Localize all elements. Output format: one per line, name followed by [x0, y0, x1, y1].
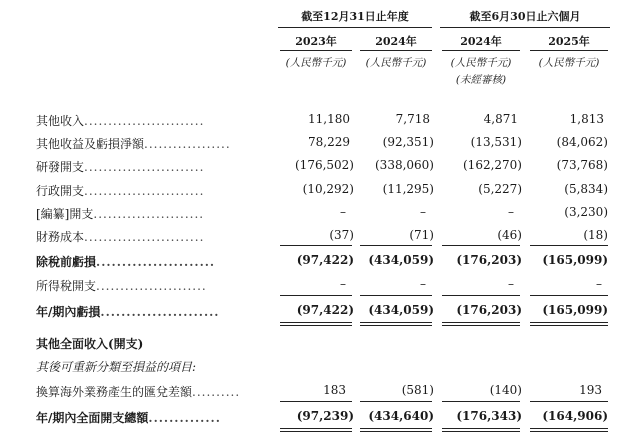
cell-loss-2024-h1: (176,203) [456, 303, 522, 317]
row-label-loss-before-tax: 除稅前虧損....................... [36, 255, 216, 269]
year-header-2025-h1: 2025年 [548, 35, 590, 48]
subtotal-rule-3 [442, 245, 520, 246]
row-label-redacted-expenses: [編纂]開支....................... [36, 207, 205, 221]
loss-rule-4 [530, 295, 608, 296]
cell-redacted-2025-h1: (3,230) [564, 205, 608, 219]
cell-finance-2025-h1: (18) [583, 228, 608, 242]
unit-header-1: (人民幣千元) [285, 57, 347, 69]
cell-other-income-2024: 7,718 [395, 112, 430, 126]
cell-other-gains-2024: (92,351) [382, 135, 434, 149]
cell-total-2024: (434,640) [368, 409, 434, 423]
row-label-finance-costs: 財務成本......................... [36, 230, 205, 244]
cell-rd-2024: (338,060) [375, 158, 434, 172]
unit-header-4: (人民幣千元) [538, 57, 600, 69]
cell-other-gains-2024-h1: (13,531) [470, 135, 522, 149]
row-label-rd-expenses: 研發開支......................... [36, 160, 205, 174]
total-rule-1 [280, 401, 352, 402]
total-double-rule-4b [530, 431, 608, 432]
cell-finance-2024-h1: (46) [497, 228, 522, 242]
loss-double-rule-1a [280, 322, 352, 323]
cell-tax-2024: – [420, 277, 426, 291]
total-double-rule-3a [442, 428, 520, 429]
cell-lbt-2025-h1: (165,099) [542, 253, 608, 267]
cell-total-2024-h1: (176,343) [456, 409, 522, 423]
cell-admin-2023: (10,292) [302, 182, 354, 196]
cell-other-gains-2023: 78,229 [308, 135, 350, 149]
year-header-2023: 2023年 [295, 35, 337, 48]
row-label-income-tax: 所得稅開支....................... [36, 279, 207, 293]
cell-finance-2024: (71) [409, 228, 434, 242]
total-rule-2 [360, 401, 432, 402]
unit-header-2: (人民幣千元) [365, 57, 427, 69]
row-label-total-comprehensive-expense: 年/期內全面開支總額.............. [36, 411, 221, 425]
cell-admin-2024-h1: (5,227) [478, 182, 522, 196]
row-label-fx-differences: 換算海外業務產生的匯兌差額.......... [36, 385, 241, 399]
loss-double-rule-2a [360, 322, 432, 323]
year-underline-1 [280, 50, 352, 51]
cell-other-income-2025-h1: 1,813 [569, 112, 604, 126]
total-double-rule-3b [442, 431, 520, 432]
cell-fx-2025-h1: 193 [579, 383, 602, 397]
total-double-rule-2b [360, 431, 432, 432]
loss-double-rule-4b [530, 325, 608, 326]
total-double-rule-2a [360, 428, 432, 429]
loss-double-rule-1b [280, 325, 352, 326]
cell-loss-2023: (97,422) [296, 303, 354, 317]
cell-other-income-2023: 11,180 [308, 112, 350, 126]
unaudited-note: (未經審核) [455, 74, 507, 86]
total-double-rule-1a [280, 428, 352, 429]
period-group-title-half-year: 截至6月30日止六個月 [469, 10, 581, 23]
cell-rd-2025-h1: (73,768) [556, 158, 608, 172]
row-label-other-gains-losses: 其他收益及虧損淨額.................. [36, 137, 231, 151]
cell-fx-2024: (581) [401, 383, 434, 397]
cell-lbt-2024: (434,059) [368, 253, 434, 267]
total-double-rule-1b [280, 431, 352, 432]
loss-double-rule-2b [360, 325, 432, 326]
year-header-2024: 2024年 [375, 35, 417, 48]
cell-total-2023: (97,239) [296, 409, 354, 423]
cell-other-income-2024-h1: 4,871 [483, 112, 518, 126]
cell-fx-2023: 183 [323, 383, 346, 397]
row-label-other-income: 其他收入......................... [36, 114, 205, 128]
year-underline-2 [360, 50, 432, 51]
loss-rule-3 [442, 295, 520, 296]
cell-lbt-2024-h1: (176,203) [456, 253, 522, 267]
row-label-admin-expenses: 行政開支......................... [36, 184, 205, 198]
cell-admin-2025-h1: (5,834) [564, 182, 608, 196]
subsection-reclassifiable-items: 其後可重新分類至損益的項目: [36, 360, 197, 374]
cell-tax-2024-h1: – [508, 277, 514, 291]
cell-redacted-2024: – [420, 205, 426, 219]
loss-double-rule-3a [442, 322, 520, 323]
loss-rule-1 [280, 295, 352, 296]
year-underline-3 [442, 50, 520, 51]
loss-rule-2 [360, 295, 432, 296]
cell-redacted-2024-h1: – [508, 205, 514, 219]
cell-total-2025-h1: (164,906) [542, 409, 608, 423]
cell-lbt-2023: (97,422) [296, 253, 354, 267]
cell-admin-2024: (11,295) [382, 182, 434, 196]
row-label-loss-for-period: 年/期內虧損....................... [36, 305, 220, 319]
cell-tax-2025-h1: – [596, 277, 602, 291]
subtotal-rule-2 [360, 245, 432, 246]
cell-other-gains-2025-h1: (84,062) [556, 135, 608, 149]
total-rule-3 [442, 401, 520, 402]
cell-tax-2023: – [340, 277, 346, 291]
total-double-rule-4a [530, 428, 608, 429]
period-group-title-annual: 截至12月31日止年度 [301, 10, 409, 23]
subtotal-rule-4 [530, 245, 608, 246]
cell-loss-2024: (434,059) [368, 303, 434, 317]
cell-loss-2025-h1: (165,099) [542, 303, 608, 317]
cell-finance-2023: (37) [329, 228, 354, 242]
loss-double-rule-4a [530, 322, 608, 323]
total-rule-4 [530, 401, 608, 402]
year-underline-4 [530, 50, 608, 51]
section-title-oci: 其他全面收入(開支) [36, 337, 144, 351]
cell-redacted-2023: – [340, 205, 346, 219]
cell-rd-2023: (176,502) [295, 158, 354, 172]
cell-rd-2024-h1: (162,270) [463, 158, 522, 172]
group-underline-annual [278, 27, 432, 28]
subtotal-rule-1 [280, 245, 352, 246]
cell-fx-2024-h1: (140) [489, 383, 522, 397]
loss-double-rule-3b [442, 325, 520, 326]
group-underline-half-year [440, 27, 610, 28]
unit-header-3: (人民幣千元) [450, 57, 512, 69]
year-header-2024-h1: 2024年 [460, 35, 502, 48]
